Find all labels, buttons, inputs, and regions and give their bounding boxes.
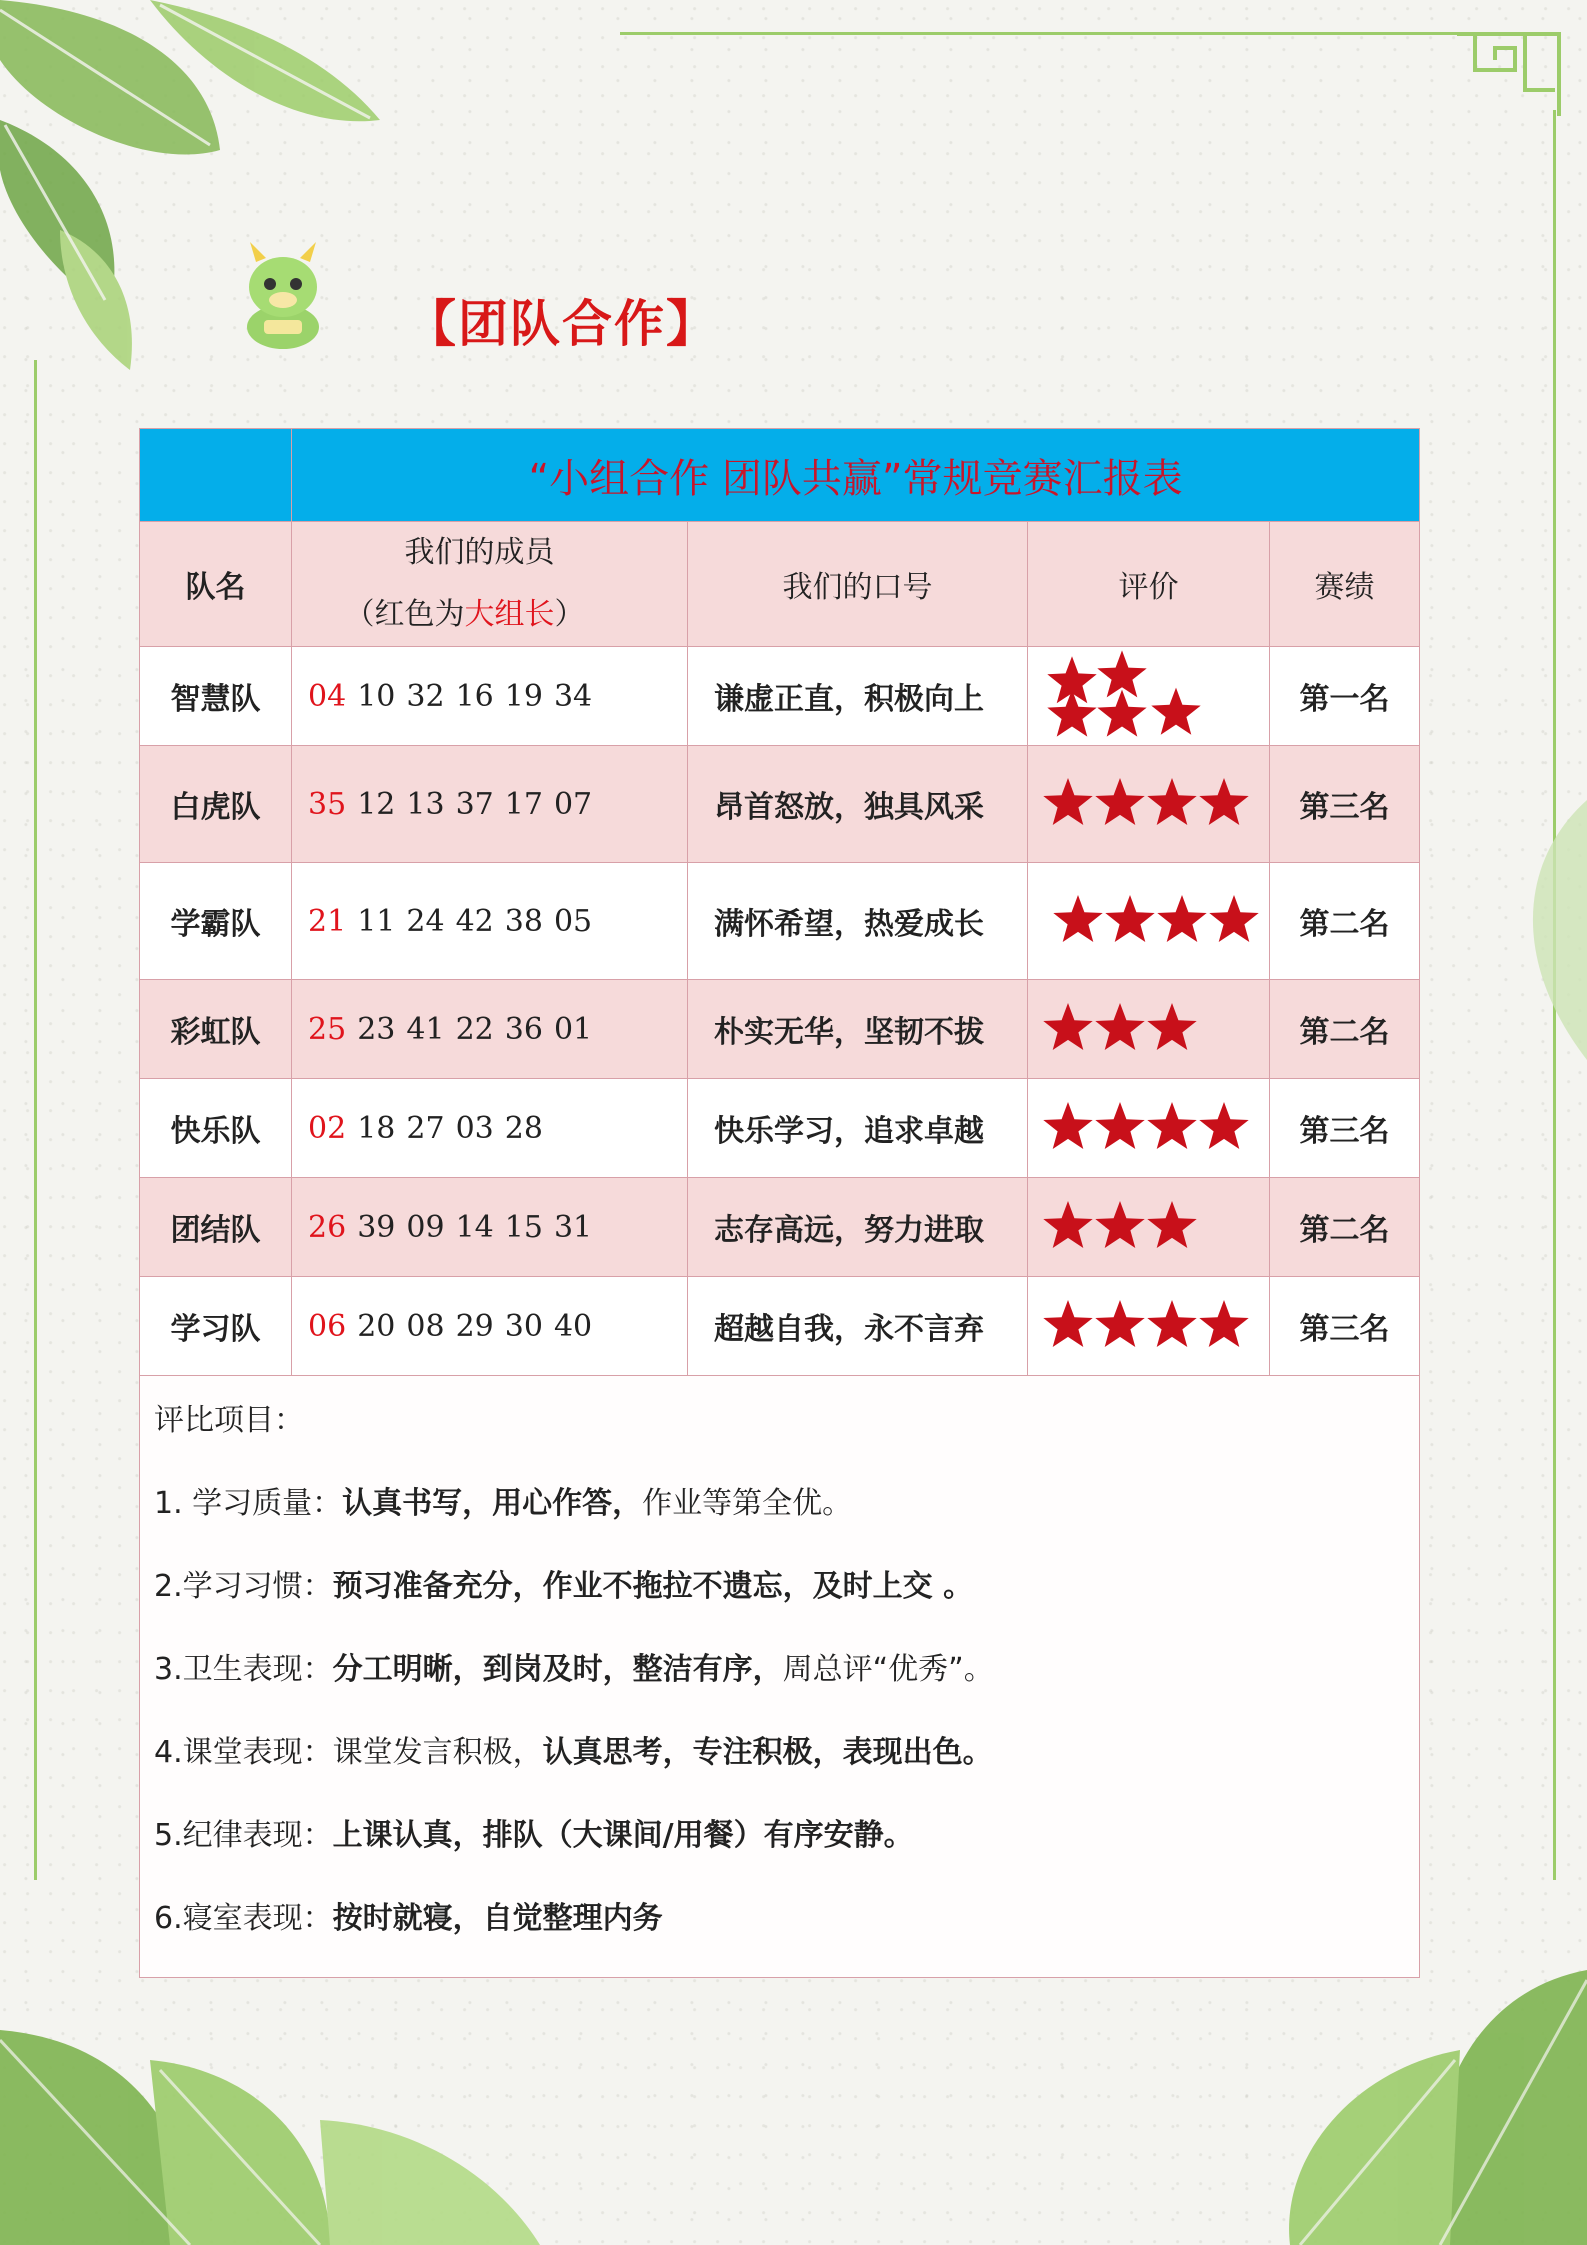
leaf-bottom-left-decoration [0,1950,560,2245]
header-members-suffix: ） [554,597,585,632]
star-icon [1043,778,1092,825]
team-rank: 第二名 [1270,1178,1420,1277]
team-rating [1028,1079,1270,1178]
star-icon [1151,688,1200,735]
star-icon [1095,1300,1144,1347]
star-rating-icons [1028,863,1268,979]
member-number: 27 [406,1110,445,1146]
header-rank: 赛绩 [1270,522,1420,647]
star-icon [1097,690,1146,737]
member-number-leader: 25 [308,1011,347,1047]
team-rank: 第三名 [1270,1277,1420,1376]
team-members [292,746,688,863]
team-slogan: 谦虚正直，积极向上 [688,647,1028,746]
criteria-item-label: 6.寝室表现： [154,1901,333,1936]
team-row [140,647,1420,746]
title-corner-cell [140,429,292,522]
criteria-item-label: 2.学习习惯： [154,1569,333,1604]
member-number: 19 [504,678,543,714]
star-icon [1043,1300,1092,1347]
member-number: 09 [406,1209,445,1245]
criteria-item-emphasis: 预习准备充分，作业不拖拉不遗忘，及时上交 。 [332,1569,974,1604]
criteria-item [154,1728,1419,1811]
team-slogan: 超越自我，永不言弃 [688,1277,1028,1376]
star-icon [1147,778,1196,825]
member-number-leader: 04 [308,678,347,714]
header-members [292,522,688,647]
member-number: 24 [406,903,445,939]
member-number: 34 [553,678,593,714]
star-icon [1095,1102,1144,1149]
member-number: 18 [357,1110,396,1146]
frame-top-line [620,32,1470,35]
star-icon [1147,1300,1196,1347]
team-name: 团结队 [140,1178,292,1277]
team-rank: 第二名 [1270,980,1420,1079]
member-number: 01 [553,1011,593,1047]
header-team-name: 队名 [140,522,292,647]
member-number-leader: 02 [308,1110,347,1146]
member-number: 03 [455,1110,494,1146]
member-number: 08 [406,1308,445,1344]
section-header [228,232,828,352]
criteria-item-emphasis: 上课认真，排队（大课间/用餐）有序安静。 [332,1818,914,1853]
member-number: 20 [357,1308,396,1344]
member-number: 41 [406,1011,445,1047]
member-number: 05 [553,903,593,939]
member-number: 32 [406,678,445,714]
star-icon [1147,1003,1196,1050]
report-title: “小组合作 团队共赢”常规竞赛汇报表 [292,429,1420,522]
team-members [292,980,688,1079]
member-number: 40 [553,1308,593,1344]
criteria-item [154,1811,1419,1894]
column-header-row [140,522,1420,647]
star-icon [1199,1300,1248,1347]
header-members-prefix: （红色为 [344,597,465,632]
member-number: 14 [455,1209,494,1245]
member-number: 13 [406,786,445,822]
star-icon [1199,778,1248,825]
criteria-item-label: 3.卫生表现： [154,1652,333,1687]
member-number: 37 [455,786,494,822]
criteria-item [154,1645,1419,1728]
header-slogan: 我们的口号 [688,522,1028,647]
member-number: 38 [504,903,543,939]
team-name: 学习队 [140,1277,292,1376]
star-icon [1199,1102,1248,1149]
member-number: 30 [504,1308,543,1344]
team-slogan: 志存高远，努力进取 [688,1178,1028,1277]
report-table [139,428,1420,1978]
member-number: 16 [455,678,494,714]
criteria-item-emphasis: 分工明晰，到岗及时，整洁有序， [332,1652,783,1687]
member-number-leader: 35 [308,786,347,822]
team-rank: 第二名 [1270,863,1420,980]
team-name: 智慧队 [140,647,292,746]
member-number: 39 [357,1209,396,1245]
member-number: 07 [553,786,593,822]
criteria-item [154,1562,1419,1645]
section-title: 【团队合作】 [406,294,718,353]
team-rating [1028,980,1270,1079]
star-rating-icons [1028,1178,1268,1276]
star-rating-icons [1028,980,1268,1078]
team-name: 彩虹队 [140,980,292,1079]
star-rating-icons [1028,746,1268,862]
header-members-leader: 大组长 [464,597,555,632]
team-slogan: 快乐学习，追求卓越 [688,1079,1028,1178]
member-number: 23 [357,1011,396,1047]
criteria-item-label: 5.纪律表现： [154,1818,333,1853]
team-name: 学霸队 [140,863,292,980]
team-row [140,980,1420,1079]
report-title-row [140,429,1420,522]
criteria-item-emphasis: 按时就寝，自觉整理内务 [332,1901,663,1936]
star-icon [1209,895,1258,942]
team-rating [1028,647,1270,746]
frame-left-line [34,360,37,1880]
criteria-row [140,1376,1420,1978]
star-icon [1043,1102,1092,1149]
member-number-leader: 21 [308,903,347,939]
team-row [140,1277,1420,1376]
criteria-item-emphasis: 认真书写，用心作答， [342,1486,643,1521]
member-number: 17 [504,786,543,822]
star-icon [1043,1201,1092,1248]
header-members-line2 [242,584,687,646]
team-rank: 第三名 [1270,1079,1420,1178]
member-number: 10 [357,678,396,714]
team-rating [1028,1178,1270,1277]
member-number: 22 [455,1011,494,1047]
team-members [292,647,688,746]
member-number: 31 [553,1209,593,1245]
member-number-leader: 26 [308,1209,347,1245]
team-name: 白虎队 [140,746,292,863]
criteria-section [140,1376,1420,1978]
criteria-item-emphasis: 认真思考，专注积极，表现出色。 [542,1735,993,1770]
team-rank: 第一名 [1270,647,1420,746]
team-members [292,1178,688,1277]
member-number: 42 [455,903,494,939]
star-icon [1147,1201,1196,1248]
star-icon [1095,1201,1144,1248]
frame-corner-ornament [1455,30,1565,120]
criteria-item-label: 1. 学习质量： [154,1486,343,1521]
star-rating-icons [1028,1079,1268,1177]
dragon-mascot-icon [228,232,338,352]
team-rating [1028,746,1270,863]
star-rating-icons [1028,1277,1268,1375]
star-icon [1105,895,1154,942]
star-icon [1157,895,1206,942]
team-slogan: 满怀希望，热爱成长 [688,863,1028,980]
team-slogan: 朴实无华，坚韧不拔 [688,980,1028,1079]
star-icon [1053,895,1102,942]
team-rank: 第三名 [1270,746,1420,863]
team-row [140,1079,1420,1178]
header-members-line1: 我们的成员 [404,535,555,570]
member-number: 15 [504,1209,543,1245]
criteria-item [154,1894,1419,1977]
team-name: 快乐队 [140,1079,292,1178]
team-members [292,1277,688,1376]
star-icon [1095,1003,1144,1050]
team-row [140,746,1420,863]
criteria-item-rest: 作业等第全优。 [642,1486,853,1521]
team-rating [1028,1277,1270,1376]
star-icon [1147,1102,1196,1149]
team-members [292,863,688,980]
member-number: 11 [357,903,396,939]
criteria-item [154,1479,1419,1562]
header-rating: 评价 [1028,522,1270,647]
team-members [292,1079,688,1178]
star-rating-icons [1028,647,1268,745]
member-number: 36 [504,1011,543,1047]
member-number-leader: 06 [308,1308,347,1344]
team-slogan: 昂首怒放，独具风采 [688,746,1028,863]
team-row [140,1178,1420,1277]
leaf-right-side-decoration [1480,800,1587,1060]
star-icon [1043,1003,1092,1050]
team-row [140,863,1420,980]
criteria-item-rest: 周总评“优秀”。 [782,1652,994,1687]
star-icon [1047,690,1096,737]
criteria-heading: 评比项目： [154,1403,304,1438]
team-rating [1028,863,1270,980]
member-number: 28 [504,1110,543,1146]
member-number: 12 [357,786,396,822]
member-number: 29 [455,1308,494,1344]
criteria-item-label: 4.课堂表现：课堂发言积极， [154,1735,543,1770]
star-icon [1095,778,1144,825]
